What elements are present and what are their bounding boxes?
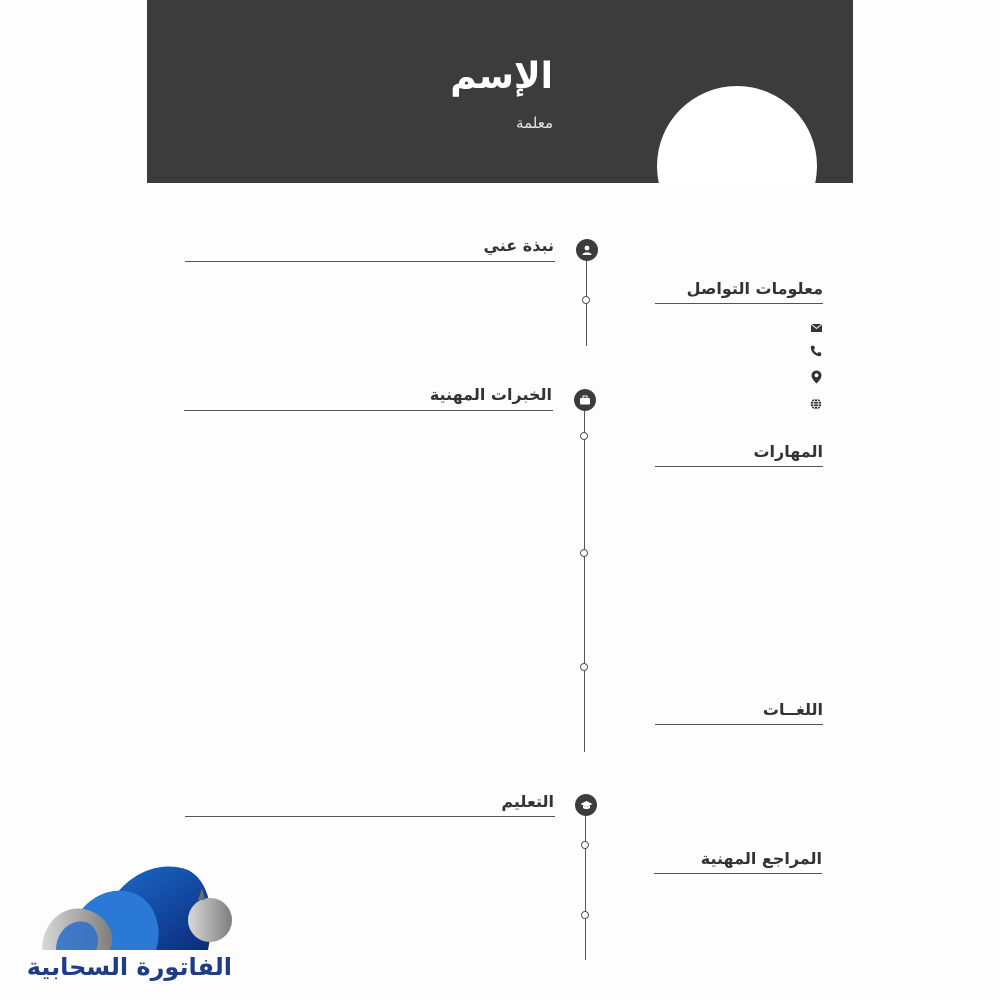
timeline-node bbox=[582, 296, 590, 304]
resume-header bbox=[147, 0, 853, 183]
languages-heading: اللغــات bbox=[762, 700, 823, 719]
briefcase-icon bbox=[574, 389, 596, 411]
experience-rule bbox=[184, 410, 553, 411]
phone-icon bbox=[809, 344, 823, 358]
envelope-icon bbox=[809, 321, 823, 335]
references-heading: المراجع المهنية bbox=[700, 849, 822, 868]
skills-heading: المهارات bbox=[753, 442, 823, 461]
resume-role: معلمة bbox=[516, 114, 553, 132]
profile-photo-placeholder bbox=[657, 86, 817, 183]
references-rule bbox=[654, 873, 822, 874]
graduation-cap-icon bbox=[575, 794, 597, 816]
user-icon bbox=[576, 239, 598, 261]
contact-rule bbox=[655, 303, 823, 304]
resume-name: الإسم bbox=[450, 56, 553, 97]
experience-heading: الخبرات المهنية bbox=[429, 385, 552, 404]
contact-heading: معلومات التواصل bbox=[686, 279, 823, 298]
education-timeline bbox=[585, 805, 586, 960]
brand-logo-text: الفاتورة السحابية bbox=[26, 953, 232, 981]
timeline-node bbox=[581, 841, 589, 849]
experience-timeline bbox=[584, 400, 585, 752]
education-heading: التعليم bbox=[501, 792, 554, 811]
skills-rule bbox=[655, 466, 823, 467]
timeline-node bbox=[580, 663, 588, 671]
education-rule bbox=[185, 816, 555, 817]
timeline-node bbox=[580, 549, 588, 557]
timeline-node bbox=[580, 432, 588, 440]
globe-icon bbox=[809, 397, 823, 411]
languages-rule bbox=[655, 724, 823, 725]
about-rule bbox=[185, 261, 555, 262]
timeline-node bbox=[581, 911, 589, 919]
about-heading: نبذة عني bbox=[483, 236, 554, 255]
location-pin-icon bbox=[809, 370, 823, 384]
